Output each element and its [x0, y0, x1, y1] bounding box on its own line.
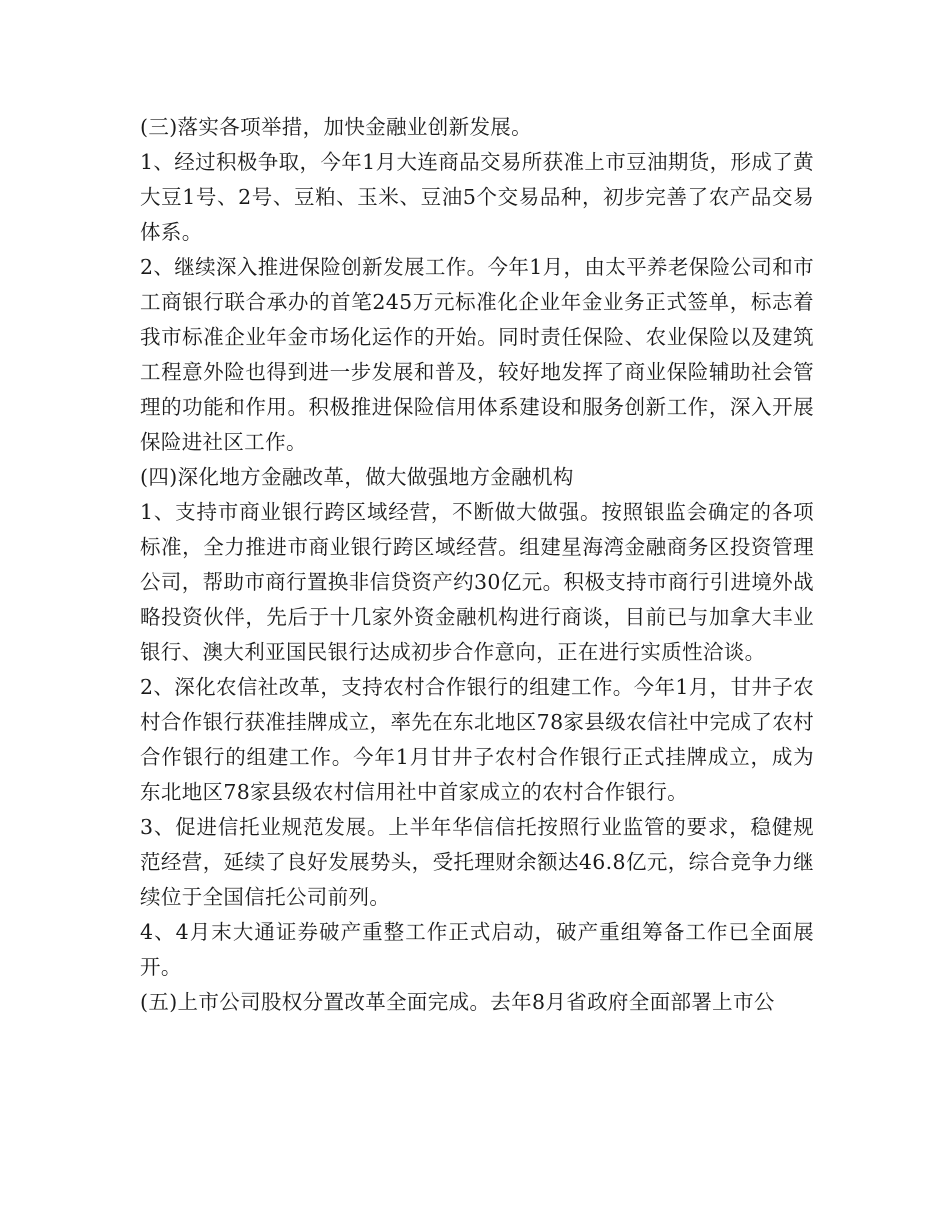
document-body [140, 110, 814, 1020]
paragraph-trust-industry: 3、促进信托业规范发展。上半年华信信托按照行业监管的要求，稳健规范经营，延续了良好发展势头，受托理财余额达46.8亿元，综合竞争力继续位于全国信托公司前列。 [140, 815, 814, 909]
paragraph-insurance-innovation: 2、继续深入推进保险创新发展工作。今年1月，由太平养老保险公司和市工商银行联合承办的首笔245万元标准化企业年金业务正式签单，标志着我市标准企业年金市场化运作的开始。同时责任保险、农业保险以及建筑工程意外险也得到进一步发展和普及，较好地发挥了商业保险辅助社会管理的功能和作用。积极推进保险信用体系建设和服务创新工作，深入开展保险进社区工作。 [140, 255, 814, 454]
paragraph-commercial-bank: 1、支持市商业银行跨区域经营，不断做大做强。按照银监会确定的各项标准，全力推进市商业银行跨区域经营。组建星海湾金融商务区投资管理公司，帮助市商行置换非信贷资产约30亿元。积极支持市商行引进境外战略投资伙伴，先后于十几家外资金融机构进行商谈，目前已与加拿大丰业银行、澳大利亚国民银行达成初步合作意向，正在进行实质性洽谈。 [140, 500, 814, 664]
section-heading-5: (五)上市公司股权分置改革全面完成。去年8月省政府全面部署上市公 [140, 990, 775, 1014]
paragraph-rural-credit: 2、深化农信社改革，支持农村合作银行的组建工作。今年1月，甘井子农村合作银行获准挂牌成立，率先在东北地区78家县级农信社中完成了农村合作银行的组建工作。今年1月甘井子农村合作银行正式挂牌成立，成为东北地区78家县级农村信用社中首家成立的农村合作银行。 [140, 675, 814, 804]
paragraph-securities-restructuring: 4、4月末大通证券破产重整工作正式启动，破产重组筹备工作已全面展开。 [140, 920, 814, 979]
section-heading-3: (三)落实各项举措，加快金融业创新发展。 [140, 115, 532, 139]
section-heading-4: (四)深化地方金融改革，做大做强地方金融机构 [140, 465, 574, 489]
paragraph-soybean-oil-futures: 1、经过积极争取，今年1月大连商品交易所获准上市豆油期货，形成了黄大豆1号、2号、豆粕、玉米、豆油5个交易品种，初步完善了农产品交易体系。 [140, 150, 814, 244]
